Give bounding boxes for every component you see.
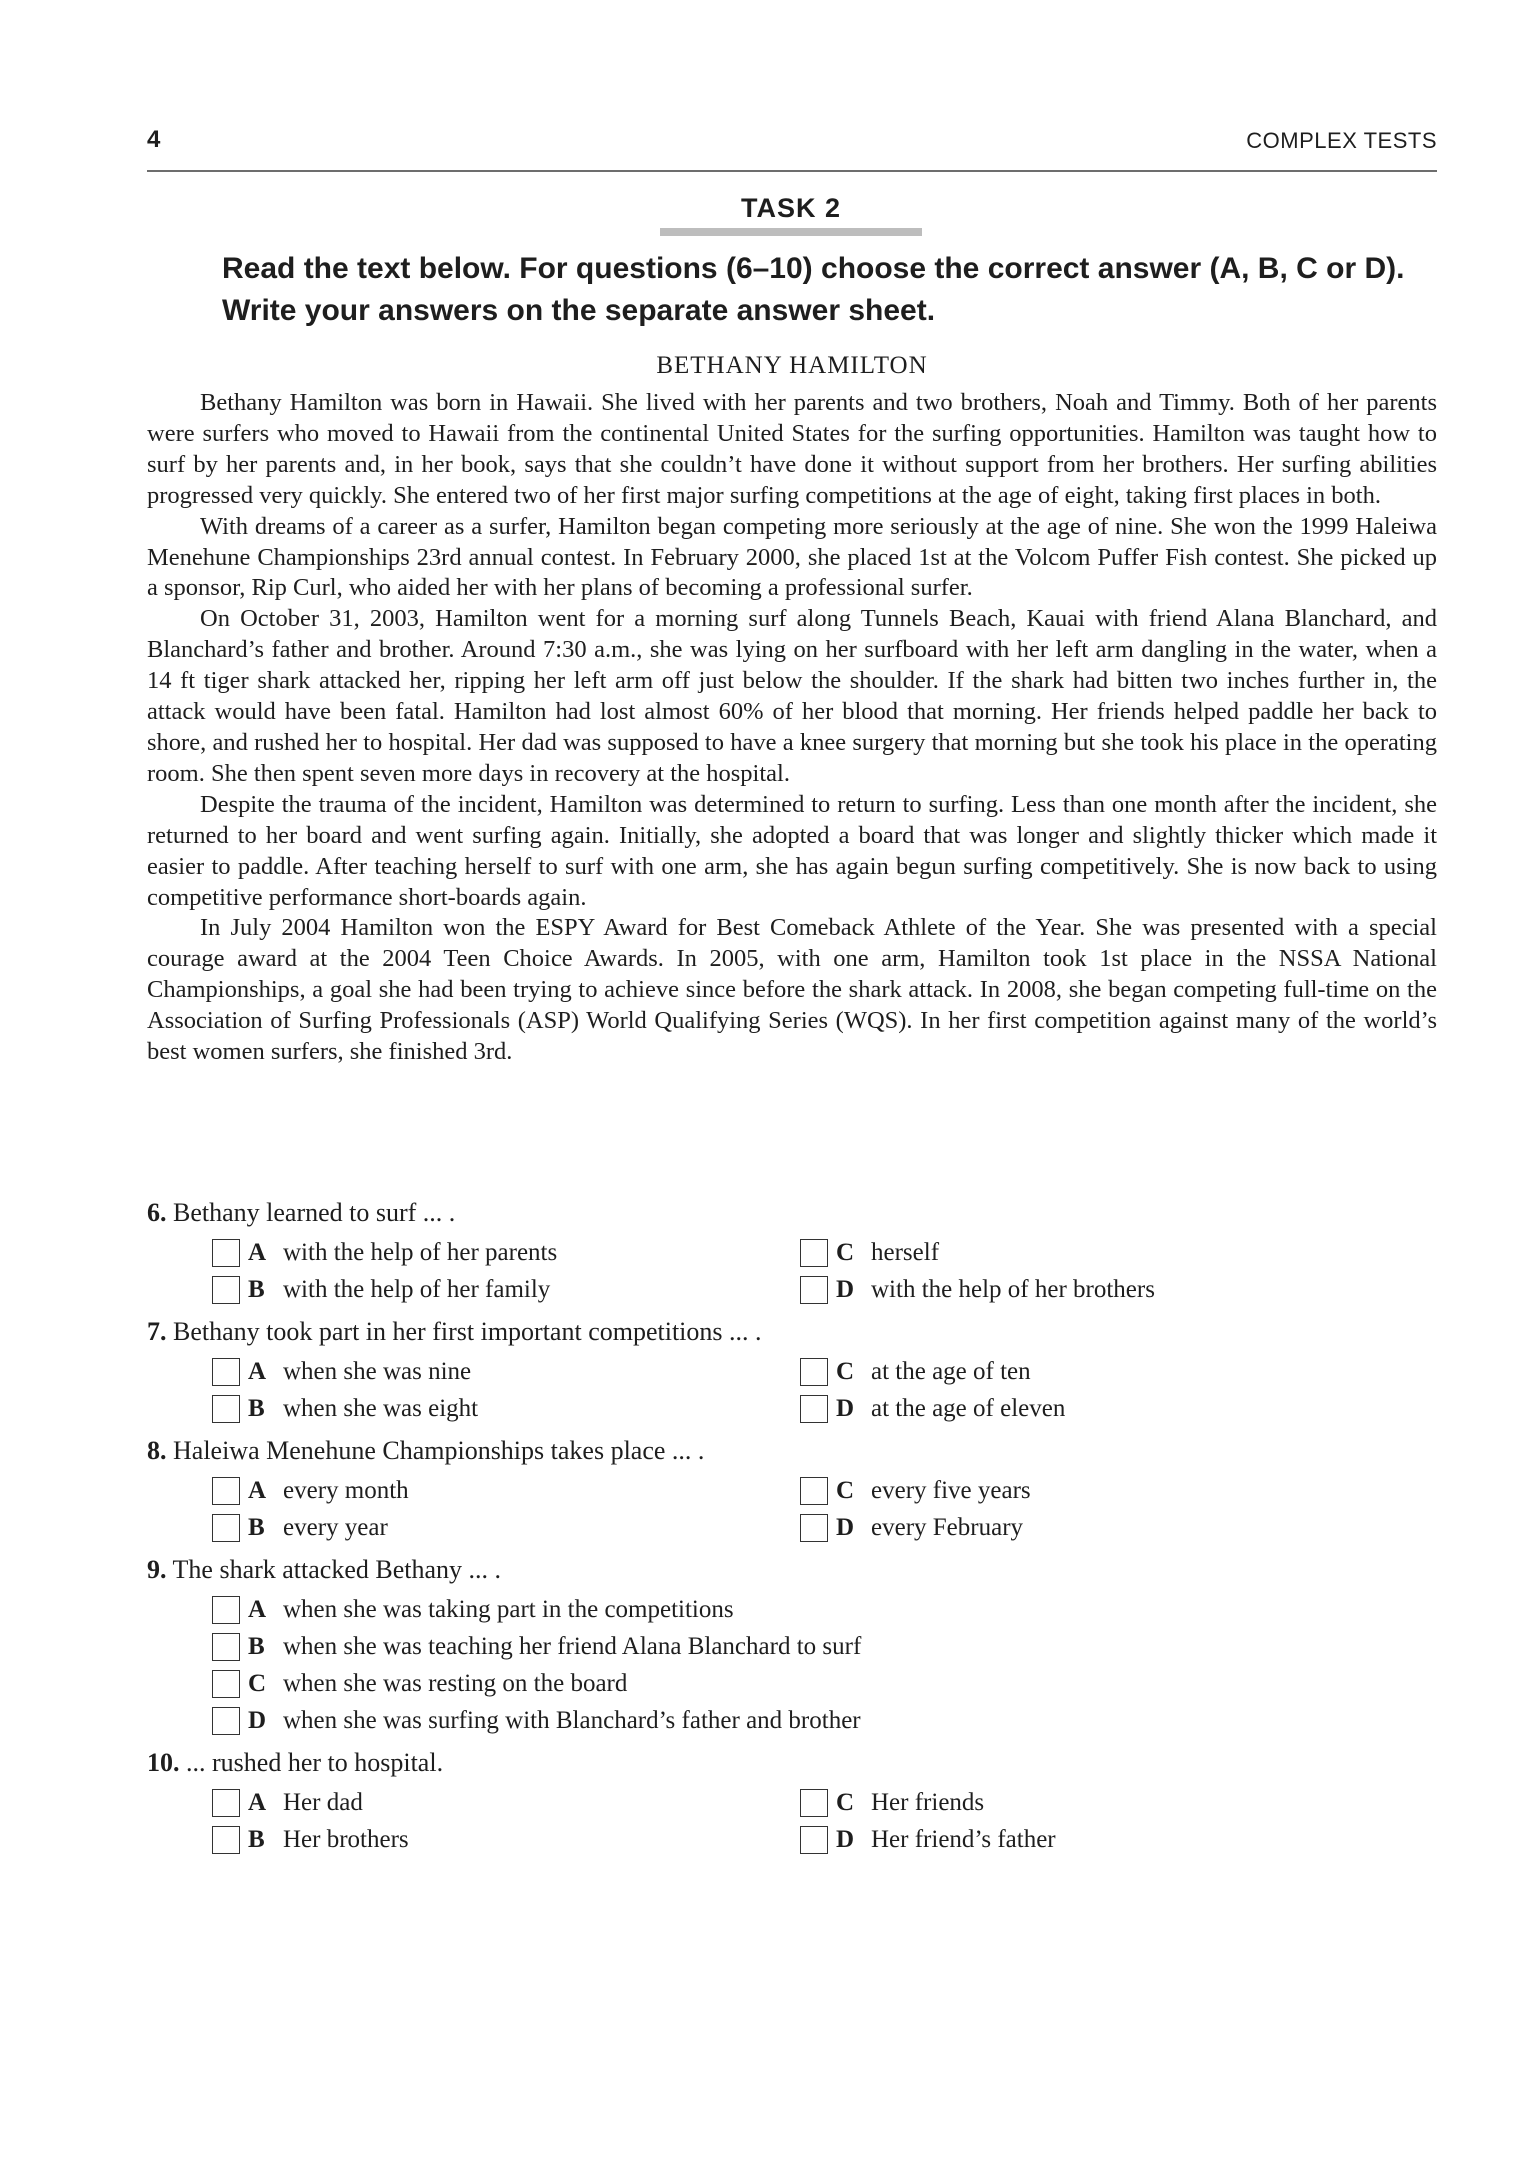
answer-checkbox[interactable] xyxy=(800,1514,828,1542)
option-letter: D xyxy=(836,1514,855,1541)
option-letter: D xyxy=(248,1707,267,1734)
question-stem xyxy=(147,1314,1437,1350)
question-stem xyxy=(147,1195,1437,1231)
option-text: every year xyxy=(283,1514,388,1541)
question-7 xyxy=(147,1314,1437,1424)
option-text: Her dad xyxy=(283,1789,363,1816)
answer-option xyxy=(212,1275,800,1305)
task-instruction: Read the text below. For questions (6–10) choose the correct answer (A, B, C or D). Write your answers on the separate answer sheet. xyxy=(222,252,1405,327)
answer-checkbox[interactable] xyxy=(212,1514,240,1542)
answer-option xyxy=(800,1825,1400,1855)
question-text: ... rushed her to hospital. xyxy=(186,1748,444,1777)
question-10 xyxy=(147,1745,1437,1855)
question-stem xyxy=(147,1433,1437,1469)
answer-option xyxy=(212,1706,1312,1736)
question-number: 8. xyxy=(147,1436,167,1465)
answer-checkbox[interactable] xyxy=(212,1633,240,1661)
option-letter: C xyxy=(836,1358,855,1385)
answer-option xyxy=(212,1476,800,1506)
option-text: when she was teaching her friend Alana Blanchard to surf xyxy=(283,1633,862,1660)
answer-option xyxy=(800,1238,1400,1268)
option-letter: A xyxy=(248,1596,267,1623)
option-letter: A xyxy=(248,1239,267,1266)
answer-option xyxy=(212,1788,800,1818)
passage-paragraph: Despite the trauma of the incident, Hamilton was determined to return to surfing. Less than one month after the incident, she returned to her board and went surfing again. Initially, she adopted a board that was longer and slightly thicker which made it easier to paddle. After teaching herself to surf with one arm, she has again begun surfing competitively. She is now back to using competitive performance short-boards again. xyxy=(147,790,1437,911)
answer-checkbox[interactable] xyxy=(212,1276,240,1304)
answer-option xyxy=(800,1357,1400,1387)
option-text: with the help of her brothers xyxy=(871,1276,1155,1303)
page-header xyxy=(147,122,1437,172)
question-stem xyxy=(147,1745,1437,1781)
answer-option xyxy=(800,1275,1400,1305)
option-text: when she was surfing with Blanchard’s father and brother xyxy=(283,1707,861,1734)
question-number: 9. xyxy=(147,1555,167,1584)
answer-options xyxy=(212,1595,1437,1736)
question-number: 7. xyxy=(147,1317,167,1346)
answer-option xyxy=(800,1476,1400,1506)
answer-option xyxy=(800,1394,1400,1424)
question-stem xyxy=(147,1552,1437,1588)
answer-checkbox[interactable] xyxy=(212,1477,240,1505)
text-title: BETHANY HAMILTON xyxy=(656,352,928,379)
option-text: when she was resting on the board xyxy=(283,1670,628,1697)
question-6 xyxy=(147,1195,1437,1305)
option-letter: D xyxy=(836,1395,855,1422)
answer-options xyxy=(212,1476,1437,1543)
answer-option xyxy=(212,1825,800,1855)
question-text: Haleiwa Menehune Championships takes place ... . xyxy=(173,1436,705,1465)
answer-checkbox[interactable] xyxy=(212,1707,240,1735)
option-letter: B xyxy=(248,1826,265,1853)
option-text: Her brothers xyxy=(283,1826,409,1853)
answer-checkbox[interactable] xyxy=(212,1596,240,1624)
task-title: TASK 2 xyxy=(740,193,841,223)
option-text: when she was nine xyxy=(283,1358,472,1385)
section-title: COMPLEX TESTS xyxy=(1246,128,1437,153)
option-letter: C xyxy=(836,1239,855,1266)
passage-paragraph: In July 2004 Hamilton won the ESPY Award for Best Comeback Athlete of the Year. She was presented with a special courage award at the 2004 Teen Choice Awards. In 2005, with one arm, Hamilton took 1st place in the NSSA National Championships, a goal she had been trying to achieve since before the shark attack. In 2008, she began competing full-time on the Association of Surfing Professionals (ASP) World Qualifying Series (WQS). In her first competition against many of the world’s best women surfers, she finished 3rd. xyxy=(147,914,1437,1066)
option-text: when she was taking part in the competitions xyxy=(283,1596,734,1623)
answer-checkbox[interactable] xyxy=(800,1239,828,1267)
question-8 xyxy=(147,1433,1437,1543)
answer-option xyxy=(212,1394,800,1424)
option-text: herself xyxy=(871,1239,940,1266)
passage-paragraph: Bethany Hamilton was born in Hawaii. She lived with her parents and two brothers, Noah and Timmy. Both of her parents were surfers who moved to Hawaii from the continental United States for the surfing opportunities. Hamilton was taught how to surf by her parents and, in her book, says that she couldn’t have done it without support from her brothers. Her surfing abilities progressed very quickly. She entered two of her first major surfing competitions at the age of eight, taking first places in both. xyxy=(147,389,1437,509)
answer-option xyxy=(212,1238,800,1268)
option-letter: C xyxy=(836,1477,855,1504)
reading-passage xyxy=(147,388,1437,1068)
answer-option xyxy=(212,1513,800,1543)
option-letter: C xyxy=(836,1789,855,1816)
answer-options xyxy=(212,1788,1437,1855)
passage-paragraph: On October 31, 2003, Hamilton went for a morning surf along Tunnels Beach, Kauai with friend Alana Blanchard, and Blanchard’s father and brother. Around 7:30 a.m., she was lying on her surfboard with her left arm dangling in the water, when a 14 ft tiger shark attacked her, ripping her left arm off just below the shoulder. If the shark had bitten two inches further in, the attack would have been fatal. Hamilton had lost almost 60% of her blood that morning. Her friends helped paddle her back to shore, and rushed her to hospital. Her dad was supposed to have a knee surgery that morning but she took his place in the operating room. She then spent seven more days in recovery at the hospital. xyxy=(147,605,1437,787)
option-letter: A xyxy=(248,1477,267,1504)
option-text: at the age of eleven xyxy=(871,1395,1066,1422)
answer-checkbox[interactable] xyxy=(212,1395,240,1423)
answer-options xyxy=(212,1357,1437,1424)
question-9 xyxy=(147,1552,1437,1736)
answer-checkbox[interactable] xyxy=(800,1276,828,1304)
option-text: when she was eight xyxy=(283,1395,479,1422)
option-letter: B xyxy=(248,1395,265,1422)
answer-checkbox[interactable] xyxy=(800,1789,828,1817)
answer-options xyxy=(212,1238,1437,1305)
passage-paragraph: With dreams of a career as a surfer, Hamilton began competing more seriously at the age of nine. She won the 1999 Haleiwa Menehune Championships 23rd annual contest. In February 2000, she placed 1st at the Volcom Puffer Fish contest. She picked up a sponsor, Rip Curl, who aided her with her plans of becoming a professional surfer. xyxy=(147,512,1437,602)
option-text: Her friends xyxy=(871,1789,985,1816)
option-text: with the help of her parents xyxy=(283,1239,558,1266)
question-text: The shark attacked Bethany ... . xyxy=(172,1555,502,1584)
task-title-underline xyxy=(660,228,922,236)
answer-checkbox[interactable] xyxy=(212,1358,240,1386)
answer-checkbox[interactable] xyxy=(800,1826,828,1854)
option-text: every February xyxy=(871,1514,1024,1541)
option-text: every month xyxy=(283,1477,409,1504)
answer-checkbox[interactable] xyxy=(212,1826,240,1854)
option-text: with the help of her family xyxy=(283,1276,551,1303)
answer-option xyxy=(212,1357,800,1387)
answer-checkbox[interactable] xyxy=(800,1477,828,1505)
answer-option xyxy=(212,1595,1312,1625)
question-number: 10. xyxy=(147,1748,180,1777)
option-text: Her friend’s father xyxy=(871,1826,1056,1853)
question-text: Bethany took part in her first important competitions ... . xyxy=(173,1317,762,1346)
option-letter: A xyxy=(248,1789,267,1816)
option-letter: C xyxy=(248,1670,267,1697)
option-letter: D xyxy=(836,1826,855,1853)
question-number: 6. xyxy=(147,1198,167,1227)
option-letter: B xyxy=(248,1633,265,1660)
option-letter: B xyxy=(248,1276,265,1303)
option-letter: A xyxy=(248,1358,267,1385)
option-letter: D xyxy=(836,1276,855,1303)
answer-checkbox[interactable] xyxy=(212,1670,240,1698)
option-text: at the age of ten xyxy=(871,1358,1031,1385)
answer-checkbox[interactable] xyxy=(212,1239,240,1267)
answer-option xyxy=(212,1669,1312,1699)
answer-checkbox[interactable] xyxy=(212,1789,240,1817)
option-text: every five years xyxy=(871,1477,1031,1504)
option-letter: B xyxy=(248,1514,265,1541)
answer-option xyxy=(800,1788,1400,1818)
answer-checkbox[interactable] xyxy=(800,1395,828,1423)
page-number: 4 xyxy=(147,126,161,153)
answer-option xyxy=(212,1632,1312,1662)
question-text: Bethany learned to surf ... . xyxy=(173,1198,456,1227)
answer-option xyxy=(800,1513,1400,1543)
question-list xyxy=(147,1195,1437,1864)
answer-checkbox[interactable] xyxy=(800,1358,828,1386)
